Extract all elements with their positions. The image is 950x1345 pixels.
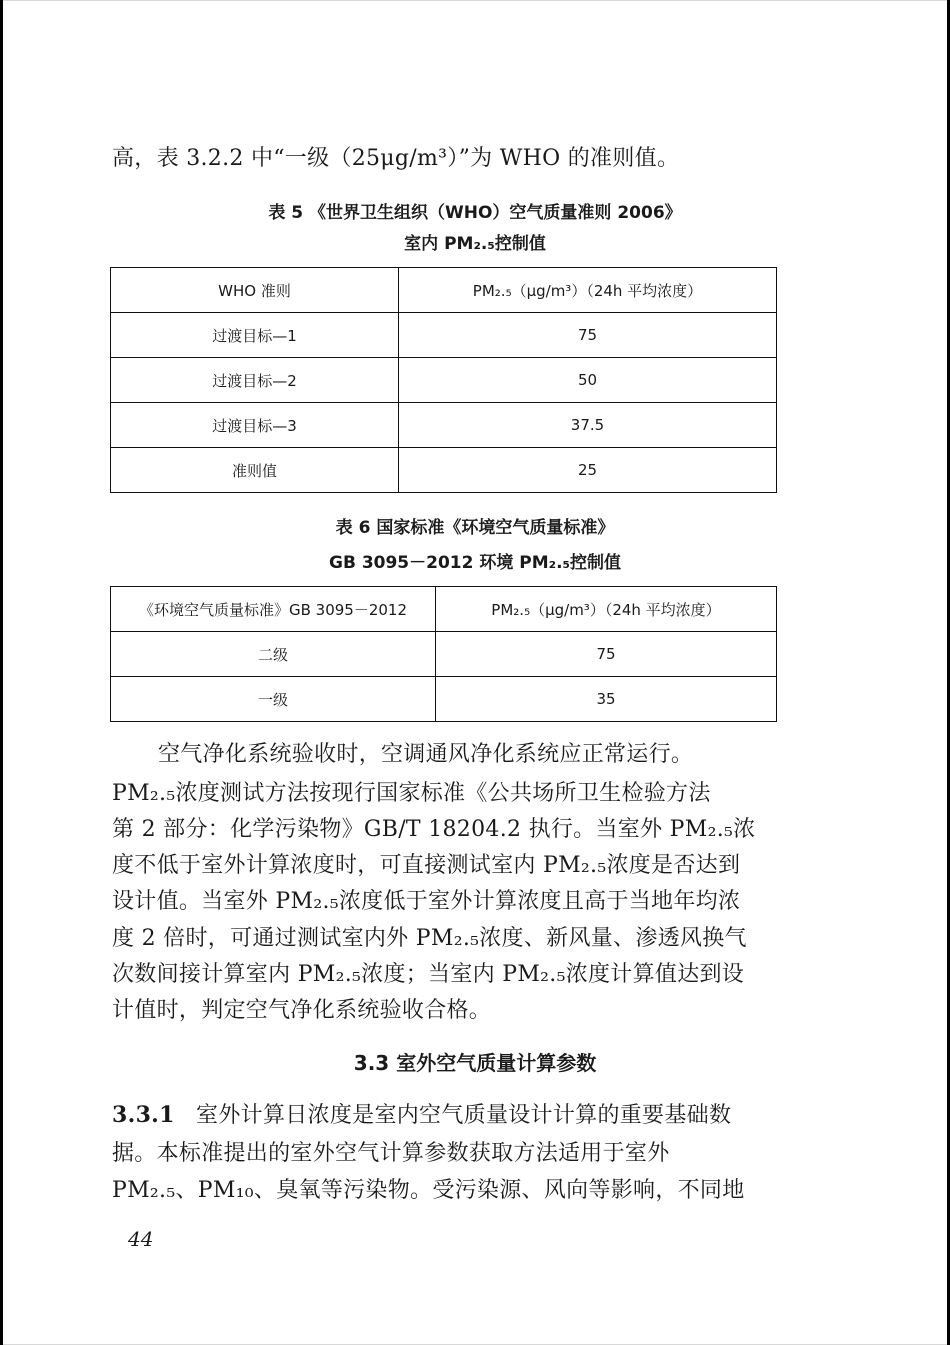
table5-caption-line1: 表 5 《世界卫生组织（WHO）空气质量准则 2006》 xyxy=(268,203,682,223)
table-header-cell: WHO 准则 xyxy=(111,268,399,313)
table-header-cell: PM₂.₅（μg/m³）（24h 平均浓度） xyxy=(436,587,777,632)
paragraph-line: 空气净化系统验收时，空调通风净化系统应正常运行。 xyxy=(158,742,694,767)
table-header-row xyxy=(111,268,777,313)
section-heading: 3.3 室外空气质量计算参数 xyxy=(353,1051,597,1075)
paragraph-line: 第 2 部分：化学污染物》GB/T 18204.2 执行。当室外 PM₂.₅浓 xyxy=(112,817,756,842)
table-cell: 一级 xyxy=(111,677,436,722)
clause-line: 据。本标准提出的室外空气计算参数获取方法适用于室外 xyxy=(112,1141,670,1166)
table-cell: 37.5 xyxy=(399,403,777,448)
table-header-cell: 《环境空气质量标准》GB 3095－2012 xyxy=(111,587,436,632)
table6-caption-line2: GB 3095－2012 环境 PM₂.₅控制值 xyxy=(328,553,622,573)
paragraph-line: 设计值。当室外 PM₂.₅浓度低于室外计算浓度且高于当地年均浓 xyxy=(112,889,741,914)
table-cell: 过渡目标—2 xyxy=(111,358,399,403)
table-row xyxy=(111,677,777,722)
table5 xyxy=(110,267,777,493)
table5-caption-line2: 室内 PM₂.₅控制值 xyxy=(404,234,546,254)
table6-caption-line1: 表 6 国家标准《环境空气质量标准》 xyxy=(335,518,615,538)
table-cell: 50 xyxy=(399,358,777,403)
table-cell: 过渡目标—1 xyxy=(111,313,399,358)
paragraph-line: 度 2 倍时，可通过测试室内外 PM₂.₅浓度、新风量、渗透风换气 xyxy=(112,926,747,951)
table-cell: 75 xyxy=(399,313,777,358)
table-header-row xyxy=(111,587,777,632)
page-number: 44 xyxy=(128,1227,154,1251)
clause-first-line xyxy=(112,1100,731,1131)
table-row xyxy=(111,632,777,677)
table-cell: 25 xyxy=(399,448,777,493)
clause-line: PM₂.₅、PM₁₀、臭氧等污染物。受污染源、风向等影响，不同地 xyxy=(112,1178,745,1203)
paragraph-line: 次数间接计算室内 PM₂.₅浓度；当室内 PM₂.₅浓度计算值达到设 xyxy=(112,962,745,987)
table-cell: 过渡目标—3 xyxy=(111,403,399,448)
table-row xyxy=(111,448,777,493)
table-cell: 二级 xyxy=(111,632,436,677)
table-cell: 35 xyxy=(436,677,777,722)
table-header-cell: PM₂.₅（μg/m³）（24h 平均浓度） xyxy=(399,268,777,313)
paragraph-line: 度不低于室外计算浓度时，可直接测试室内 PM₂.₅浓度是否达到 xyxy=(112,853,741,878)
table-cell: 75 xyxy=(436,632,777,677)
table-row xyxy=(111,403,777,448)
table-row xyxy=(111,313,777,358)
paragraph-line: PM₂.₅浓度测试方法按现行国家标准《公共场所卫生检验方法 xyxy=(112,781,711,806)
table-row xyxy=(111,358,777,403)
intro-line: 高，表 3.2.2 中“一级（25μg/m³）”为 WHO 的准则值。 xyxy=(112,146,680,171)
table-cell: 准则值 xyxy=(111,448,399,493)
clause-number: 3.3.1 xyxy=(112,1102,175,1128)
paragraph-line: 计值时，判定空气净化系统验收合格。 xyxy=(112,998,492,1023)
clause-text: 室外计算日浓度是室内空气质量设计计算的重要基础数 xyxy=(196,1103,732,1128)
table6 xyxy=(110,586,777,722)
